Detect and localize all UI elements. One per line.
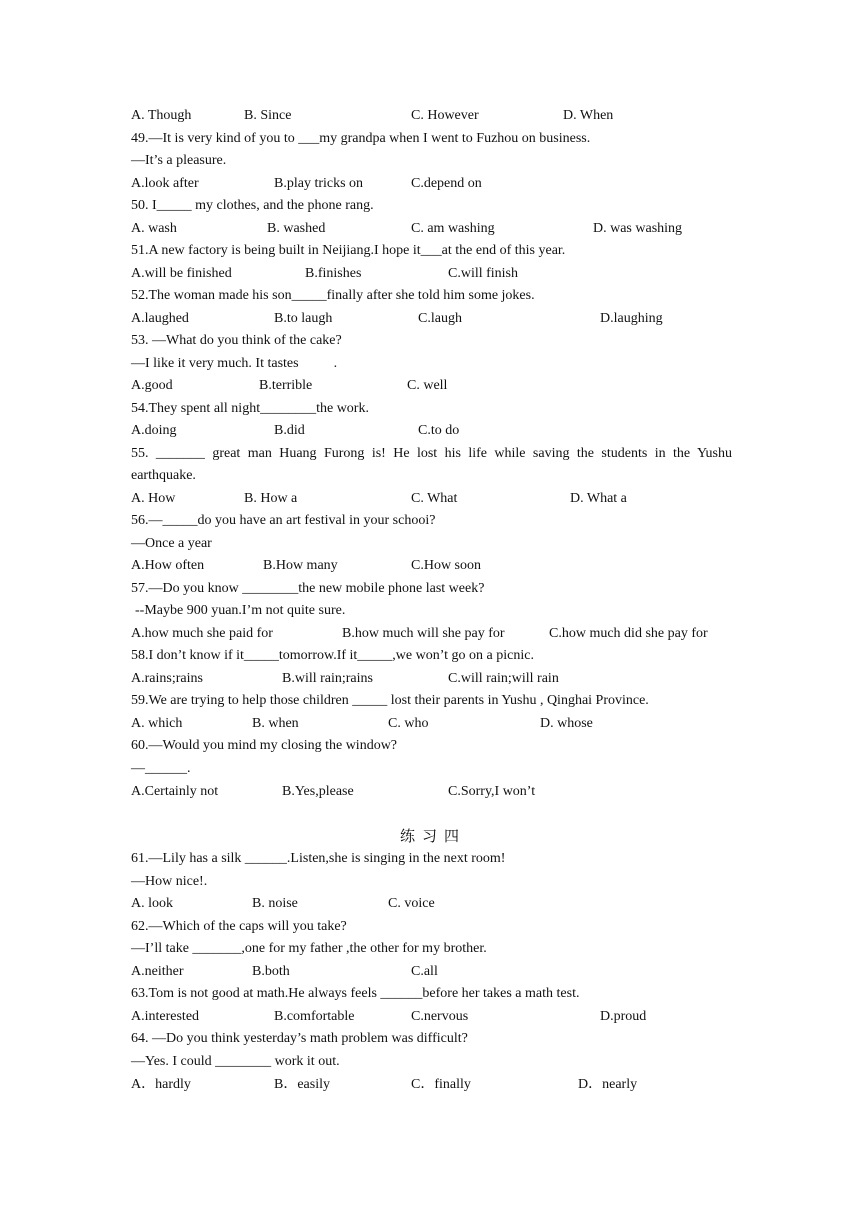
option-b: B.will rain;rains: [282, 671, 373, 686]
option-c: C. am washing: [411, 221, 495, 236]
option-d: D. was washing: [593, 221, 683, 236]
option-a: A.Certainly not: [131, 784, 219, 799]
question-57: 57.—Do you know ________the new mobile phone last week?: [131, 581, 485, 596]
option-c: C.will rain;will rain: [448, 671, 559, 686]
option-c: C. voice: [388, 896, 435, 911]
reply-53: —I like it very much. It tastes .: [131, 356, 338, 371]
option-a: A.will be finished: [131, 266, 232, 281]
option-d: D．nearly: [578, 1077, 638, 1092]
option-b: B.how much will she pay for: [342, 626, 505, 641]
option-c: C.How soon: [411, 558, 482, 573]
question-56: 56.—_____do you have an art festival in your schooi?: [131, 513, 436, 528]
question-50: 50. I_____ my clothes, and the phone rang.: [131, 198, 374, 213]
question-59: 59.We are trying to help those children _____ lost their parents in Yushu , Qinghai Province.: [131, 693, 649, 708]
option-b: B.play tricks on: [274, 176, 364, 191]
option-a: A.doing: [131, 423, 177, 438]
option-b: B.comfortable: [274, 1009, 355, 1024]
option-a: A.look after: [131, 176, 199, 191]
option-a: A. look: [131, 896, 173, 911]
option-b: B. when: [252, 716, 299, 731]
option-d: D. When: [563, 108, 614, 123]
option-a: A. wash: [131, 221, 177, 236]
reply-60: —______.: [131, 761, 191, 776]
option-a: A．hardly: [131, 1077, 191, 1092]
option-b: B.terrible: [259, 378, 313, 393]
option-b: B. noise: [252, 896, 298, 911]
question-60: 60.—Would you mind my closing the window?: [131, 738, 398, 753]
option-c: C.to do: [418, 423, 460, 438]
reply-49: —It’s a pleasure.: [131, 153, 227, 168]
option-a: A. which: [131, 716, 183, 731]
question-61: 61.—Lily has a silk ______.Listen,she is singing in the next room!: [131, 851, 506, 866]
option-b: B. Since: [244, 108, 292, 123]
question-55: 55. _______ great man Huang Furong is! He lost his life while saving the students in the Yushu: [131, 446, 732, 461]
option-c: C. What: [411, 491, 458, 506]
option-c: C.all: [411, 964, 438, 979]
option-b: B．easily: [274, 1077, 330, 1092]
option-a: A.good: [131, 378, 173, 393]
option-b: B.to laugh: [274, 311, 333, 326]
option-a: A. Though: [131, 108, 192, 123]
option-c: C.nervous: [411, 1009, 469, 1024]
option-a: A.How often: [131, 558, 205, 573]
reply-57: --Maybe 900 yuan.I’m not quite sure.: [135, 603, 346, 618]
option-c: C. well: [407, 378, 448, 393]
reply-64: —Yes. I could ________ work it out.: [131, 1054, 340, 1069]
section-title: 练习四: [400, 829, 467, 845]
option-c: C. who: [388, 716, 429, 731]
option-c: C．finally: [411, 1077, 471, 1092]
option-b: B. How a: [244, 491, 298, 506]
option-a: A.interested: [131, 1009, 200, 1024]
question-51: 51.A new factory is being built in Neijiang.I hope it___at the end of this year.: [131, 243, 566, 258]
question-55-continued: earthquake.: [131, 468, 196, 483]
option-d: D.laughing: [600, 311, 663, 326]
option-b: B.Yes,please: [282, 784, 354, 799]
question-49: 49.—It is very kind of you to ___my grandpa when I went to Fuzhou on business.: [131, 131, 591, 146]
reply-61: —How nice!.: [131, 874, 208, 889]
question-62: 62.—Which of the caps will you take?: [131, 919, 347, 934]
option-b: B.finishes: [305, 266, 362, 281]
question-64: 64. —Do you think yesterday’s math problem was difficult?: [131, 1031, 468, 1046]
question-63: 63.Tom is not good at math.He always feels ______before her takes a math test.: [131, 986, 580, 1001]
option-d: D. What a: [570, 491, 627, 506]
option-a: A.how much she paid for: [131, 626, 273, 641]
question-54: 54.They spent all night________the work.: [131, 401, 369, 416]
option-a: A.rains;rains: [131, 671, 203, 686]
option-d: D. whose: [540, 716, 593, 731]
option-a: A. How: [131, 491, 176, 506]
option-b: B.How many: [263, 558, 338, 573]
option-c: C.will finish: [448, 266, 519, 281]
option-a: A.laughed: [131, 311, 189, 326]
option-c: C.laugh: [418, 311, 462, 326]
option-c: C. However: [411, 108, 479, 123]
reply-62: —I’ll take _______,one for my father ,the other for my brother.: [131, 941, 487, 956]
option-d: D.proud: [600, 1009, 647, 1024]
option-b: B. washed: [267, 221, 326, 236]
question-52: 52.The woman made his son_____finally after she told him some jokes.: [131, 288, 535, 303]
option-c: C.how much did she pay for: [549, 626, 708, 641]
reply-56: —Once a year: [131, 536, 212, 551]
option-c: C.Sorry,I won’t: [448, 784, 536, 799]
option-c: C.depend on: [411, 176, 482, 191]
question-53: 53. —What do you think of the cake?: [131, 333, 342, 348]
question-58: 58.I don’t know if it_____tomorrow.If it_____,we won’t go on a picnic.: [131, 648, 534, 663]
option-a: A.neither: [131, 964, 184, 979]
option-b: B.did: [274, 423, 305, 438]
option-b: B.both: [252, 964, 290, 979]
